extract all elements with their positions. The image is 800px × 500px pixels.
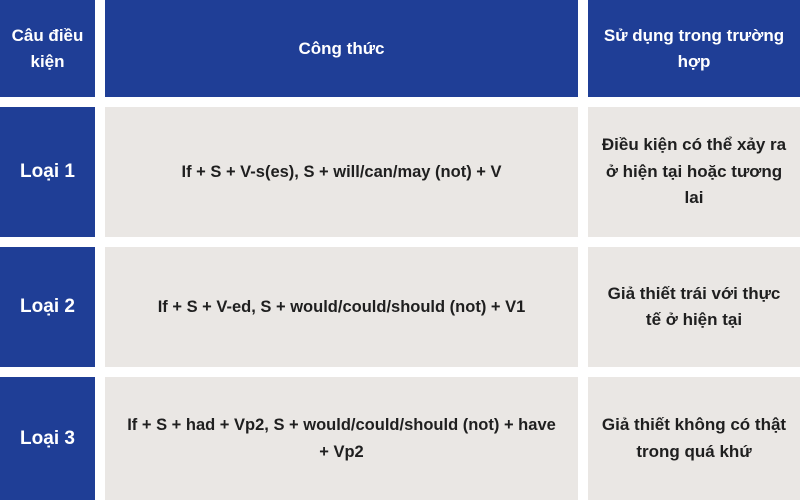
row1-type-label: Loại 1: [20, 161, 75, 182]
header-cell-usage: [588, 0, 800, 97]
header-label-type: Câu điều kiện: [11, 26, 84, 71]
header-label-usage: Sử dụng trong trường hợp: [603, 26, 785, 71]
row2-type-cell: [0, 247, 95, 367]
header-label-formula: Công thức: [298, 38, 385, 58]
row3-formula-cell: [105, 377, 578, 500]
row3-formula-text: If + S + had + Vp2, S + would/could/should (not) + have + Vp2: [127, 416, 556, 461]
row1-type-cell: [0, 107, 95, 237]
row3-usage-cell: [588, 377, 800, 500]
row3-usage-text: Giả thiết không có thật trong quá khứ: [601, 415, 787, 461]
header-cell-type: [0, 0, 95, 97]
row2-formula-cell: [105, 247, 578, 367]
row2-usage-cell: [588, 247, 800, 367]
row1-usage-cell: [588, 107, 800, 237]
row2-usage-text: Giả thiết trái với thực tế ở hiện tại: [607, 283, 781, 329]
row2-type-label: Loại 2: [20, 296, 75, 317]
header-cell-formula: [105, 0, 578, 97]
row3-type-cell: [0, 377, 95, 500]
row2-formula-text: If + S + V-ed, S + would/could/should (not) + V1: [157, 297, 526, 316]
row1-formula-text: If + S + V-s(es), S + will/can/may (not) + V: [181, 162, 502, 181]
row3-type-label: Loại 3: [20, 427, 75, 449]
row1-formula-cell: [105, 107, 578, 237]
row1-usage-text: Điều kiện có thể xảy ra ở hiện tại hoặc tương lai: [601, 135, 787, 208]
